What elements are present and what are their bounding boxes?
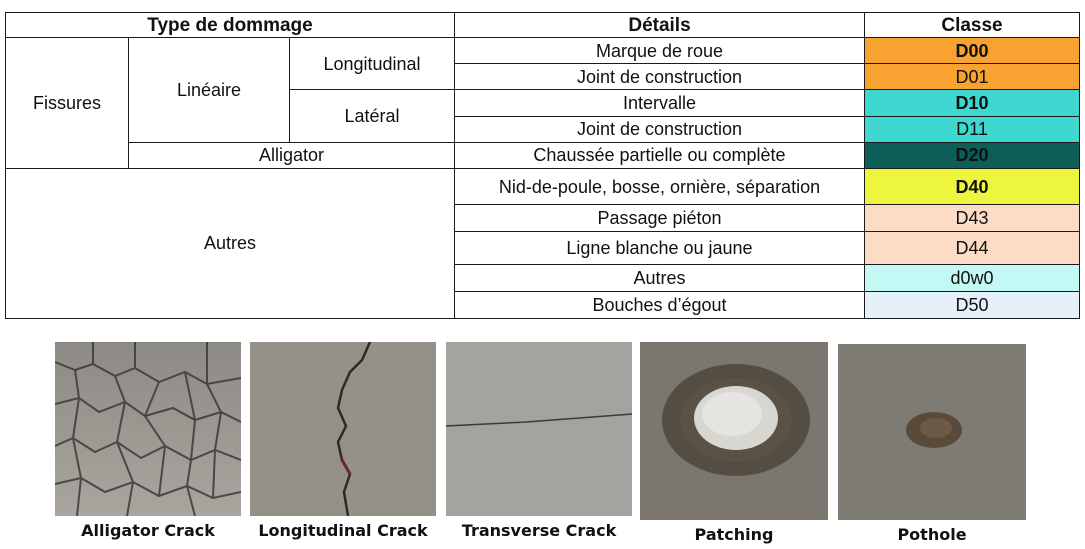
pothole-photo bbox=[838, 344, 1026, 520]
category-autres: Autres bbox=[6, 168, 455, 318]
alligator-crack-photo bbox=[55, 342, 241, 516]
damage-type-table bbox=[5, 12, 1080, 319]
class-cell: D50 bbox=[865, 291, 1080, 318]
header-classe: Classe bbox=[865, 13, 1080, 38]
detail-cell: Ligne blanche ou jaune bbox=[455, 232, 865, 264]
detail-cell: Nid-de-poule, bosse, ornière, séparation bbox=[455, 168, 865, 204]
detail-cell: Joint de construction bbox=[455, 116, 865, 142]
longitudinal-crack-photo bbox=[250, 342, 436, 516]
detail-cell: Bouches d’égout bbox=[455, 291, 865, 318]
patching-photo bbox=[640, 342, 828, 520]
header-details: Détails bbox=[455, 13, 865, 38]
header-type-de-dommage: Type de dommage bbox=[6, 13, 455, 38]
class-cell: D20 bbox=[865, 142, 1080, 168]
photo-caption: Transverse Crack bbox=[461, 521, 617, 540]
type-lateral: Latéral bbox=[290, 90, 455, 142]
class-cell: D40 bbox=[865, 168, 1080, 204]
class-cell: D44 bbox=[865, 232, 1080, 264]
detail-cell: Joint de construction bbox=[455, 64, 865, 90]
class-cell: D10 bbox=[865, 90, 1080, 116]
photo-caption: Patching bbox=[694, 525, 774, 544]
class-cell: d0w0 bbox=[865, 264, 1080, 291]
type-longitudinal: Longitudinal bbox=[290, 38, 455, 90]
class-cell: D43 bbox=[865, 205, 1080, 232]
detail-cell: Chaussée partielle ou complète bbox=[455, 142, 865, 168]
category-fissures: Fissures bbox=[6, 38, 129, 169]
detail-cell: Intervalle bbox=[455, 90, 865, 116]
detail-cell: Marque de roue bbox=[455, 38, 865, 64]
photo-caption: Alligator Crack bbox=[81, 521, 215, 540]
photo-caption: Longitudinal Crack bbox=[258, 521, 428, 540]
class-cell: D01 bbox=[865, 64, 1080, 90]
class-cell: D00 bbox=[865, 38, 1080, 64]
detail-cell: Autres bbox=[455, 264, 865, 291]
type-alligator: Alligator bbox=[129, 142, 455, 168]
damage-photo-strip bbox=[0, 338, 1085, 549]
class-cell: D11 bbox=[865, 116, 1080, 142]
photo-caption: Pothole bbox=[897, 525, 967, 544]
transverse-crack-photo bbox=[446, 342, 632, 516]
subcategory-lineaire: Linéaire bbox=[129, 38, 290, 143]
detail-cell: Passage piéton bbox=[455, 205, 865, 232]
